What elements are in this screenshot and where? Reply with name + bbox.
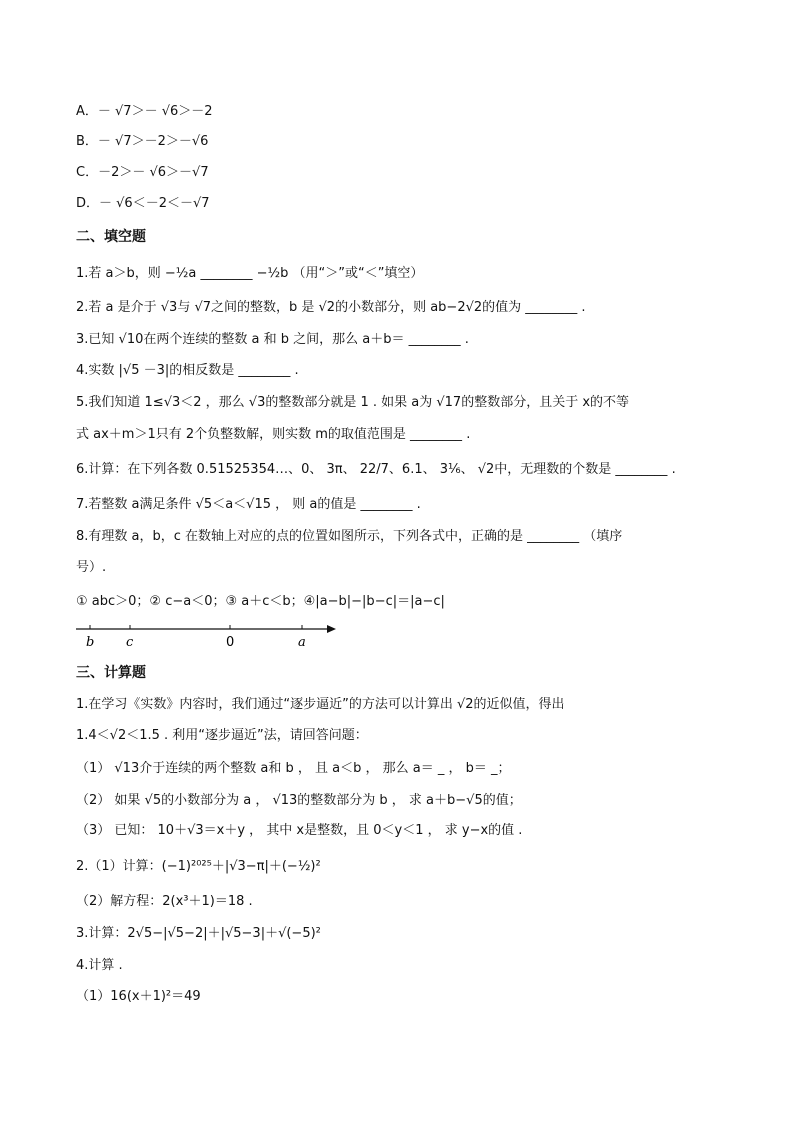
question-2-8-options: ① abc＞0；② c−a＜0；③ a＋c＜b；④|a−b|−|b−c|＝|a−c| (76, 594, 445, 609)
question-3-1-part1: （1） √13介于连续的两个整数 a和 b ， 且 a＜b ， 那么 a＝ _ ， b＝ _； (76, 761, 511, 776)
question-2-8-line2: 号）. (76, 560, 107, 575)
question-2-4: 4.实数 |√5 －3|的相反数是 ________ . (76, 363, 299, 378)
section-heading-fill-blank: 二、填空题 (76, 229, 146, 245)
option-a: A．－ √7＞－ √6＞－2 (76, 104, 213, 119)
question-3-4-part1: （1）16(x＋1)²＝49 (76, 989, 201, 1004)
question-3-1-line1: 1.在学习《实数》内容时，我们通过“逐步逼近”的方法可以计算出 √2的近似值，得出 (76, 697, 565, 712)
number-line-label-c: c (126, 635, 134, 650)
question-2-6: 6.计算：在下列各数 0.51525354…、0、 3π、 22/7、6.1、 3⅙、 √2中，无理数的个数是 ________ . (76, 462, 676, 477)
question-3-2-part1: 2.（1）计算：(−1)²⁰²⁵＋|√3−π|＋(−½)² (76, 859, 321, 874)
question-2-3: 3.已知 √10在两个连续的整数 a 和 b 之间，那么 a＋b＝ ________ . (76, 332, 469, 347)
question-3-2-part2: （2）解方程：2(x³＋1)＝18 . (76, 894, 253, 909)
question-2-7: 7.若整数 a满足条件 √5＜a＜√15 ， 则 a的值是 ________ . (76, 497, 421, 512)
option-c: C．－2＞－ √6＞－√7 (76, 165, 209, 180)
question-3-3: 3.计算：2√5−|√5−2|＋|√5−3|＋√(−5)² (76, 926, 321, 941)
number-line-arrow (327, 625, 336, 633)
question-2-1: 1.若 a＞b，则 −½a ________ −½b （用“＞”或“＜”填空） (76, 266, 424, 281)
number-line-label-b: b (86, 635, 95, 650)
question-2-8-line1: 8.有理数 a，b，c 在数轴上对应的点的位置如图所示，下列各式中，正确的是 ________ （填序 (76, 529, 623, 544)
option-d: D．－ √6＜－2＜－√7 (76, 196, 210, 211)
question-2-5-line2: 式 ax＋m＞1只有 2个负整数解，则实数 m的取值范围是 ________ . (76, 427, 471, 442)
question-3-1-line2: 1.4＜√2＜1.5 . 利用“逐步逼近”法，请回答问题： (76, 728, 368, 743)
question-3-1-part3: （3） 已知： 10＋√3＝x＋y ， 其中 x是整数，且 0＜y＜1 ， 求 y−x的值 . (76, 823, 523, 838)
question-2-5-line1: 5.我们知道 1≤√3＜2 ，那么 √3的整数部分就是 1 . 如果 a为 √17的整数部分，且关于 x的不等 (76, 395, 630, 410)
question-3-1-part2: （2） 如果 √5的小数部分为 a ， √13的整数部分为 b ， 求 a＋b−√5的值； (76, 793, 522, 808)
question-3-4: 4.计算 . (76, 958, 123, 973)
number-line (74, 620, 344, 660)
number-line-label-0: 0 (226, 635, 235, 650)
option-b: B．－ √7＞－2＞－√6 (76, 134, 209, 149)
number-line-label-a: a (298, 635, 306, 650)
question-2-2: 2.若 a 是介于 √3与 √7之间的整数，b 是 √2的小数部分，则 ab−2√2的值为 ________ . (76, 300, 586, 315)
section-heading-calculation: 三、计算题 (76, 665, 146, 681)
